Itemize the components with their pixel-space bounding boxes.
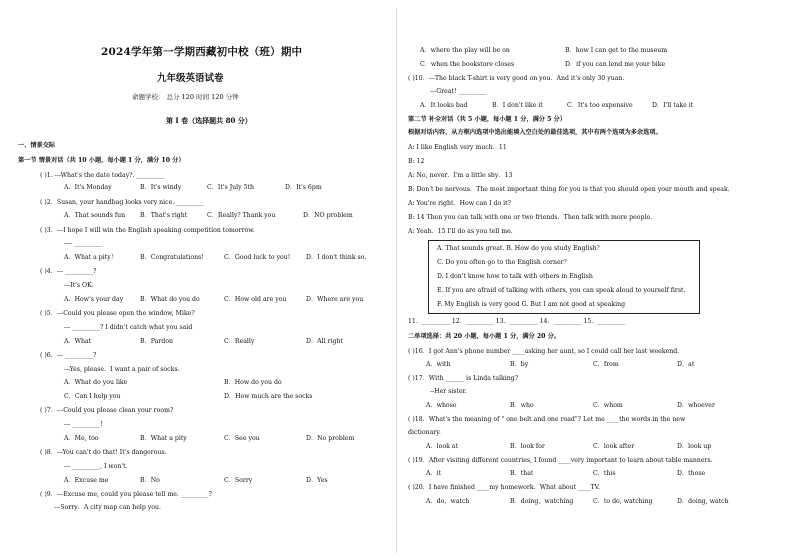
question-8: ( )8．---You can't do that! It's dangerous.: [40, 449, 167, 456]
option: B．that: [510, 470, 534, 477]
question-18: ( )18．What's the meaning of " one belt and one road"? Let me ____the words in the new: [408, 416, 686, 423]
option: C．whom: [593, 402, 623, 409]
option: D．those: [677, 470, 706, 477]
question-9: ( )9．---Excuse me, could you please tell me. _________?: [40, 491, 212, 498]
dialogue-line: A: No, never．I'm a little shy．13: [408, 172, 513, 179]
question-4: ( )4．--- _________?: [40, 268, 97, 275]
option: A．whose: [426, 402, 457, 409]
option: C．when the bookstore closes: [420, 61, 515, 68]
option: A．look at: [426, 443, 458, 450]
option: C．look after: [593, 443, 635, 450]
option: A．What: [64, 338, 92, 345]
option: B．Pardon: [140, 338, 173, 345]
option: C．from: [593, 361, 619, 368]
option: D．I don't think so.: [306, 254, 367, 261]
part-2-instructions: 根据对话内容，从方框内选项中选出能填入空白处的最佳选项，其中有两个选项为多余选项。: [408, 129, 662, 136]
option: B．Congratulations!: [140, 254, 204, 261]
exam-subtitle: 九年级英语试卷: [157, 73, 224, 84]
question-17-reply: --Her sister.: [430, 388, 467, 395]
option: B．That's right: [140, 212, 188, 219]
dialogue-line: A: You're right．How can I do it?: [408, 200, 511, 207]
question-18-cont: dictionary.: [408, 429, 441, 436]
option: D．How much are the socks: [224, 393, 313, 400]
question-17: ( )17．With ______ is Linda talking?: [408, 375, 519, 382]
option: B．I don't like it: [492, 102, 543, 109]
option: A．where the play will be on: [420, 47, 510, 54]
option: D．Where are you: [306, 296, 364, 303]
option: A．What do you like: [64, 379, 128, 386]
answer-blanks: 11．_________ 12．_________ 13．_________ 14．_________ 15．_________: [408, 318, 626, 325]
question-4-reply: ---It's OK.: [64, 282, 94, 289]
volume-heading: 第 I 卷（选择题共 80 分）: [166, 116, 252, 125]
option: B．What a pity: [140, 435, 187, 442]
dialogue-line: A: I like English very much．11: [408, 144, 507, 151]
option: C．Good luck to you!: [224, 254, 291, 261]
option: C．It's July 5th: [207, 184, 255, 191]
dialogue-line: A: Yeah．15 I'll do as you tell me.: [408, 228, 513, 235]
section-heading-2: 二单项选择：共 20 小题，每小题 1 分，满分 20 分。: [408, 333, 561, 340]
question-16: ( )16．I got Ann's phone number ____asking her aunt, so I could call her last weekend.: [408, 348, 680, 355]
option: C．Sorry: [224, 477, 253, 484]
option: D．at: [677, 361, 695, 368]
option: A．it: [426, 470, 442, 477]
option: C．See you: [224, 435, 260, 442]
question-5-reply: --- _________? I didn't catch what you said: [64, 324, 193, 331]
box-option: D. I don't know how to talk with others in English: [437, 273, 593, 280]
option: A．It looks bad: [420, 102, 468, 109]
option: B．look for: [510, 443, 545, 450]
option: A．Me, too: [64, 435, 99, 442]
option: A．What a pity！: [64, 254, 117, 261]
question-10-reply: ---Great! _________: [430, 88, 487, 95]
question-6: ( )6．--- _________?: [40, 352, 97, 359]
option: D．No problem: [306, 435, 355, 442]
box-option: C. Do you often go to the English corner？: [437, 259, 570, 266]
question-3: ( )3．---I hope I will win the English speaking competition tomorrow.: [40, 227, 255, 234]
option: A．It's Monday: [64, 184, 112, 191]
part-heading-1: 第一节 情景对话（共 10 小题，每小题 1 分，满分 10 分）: [18, 157, 185, 164]
option: D．look up: [677, 443, 712, 450]
option: D．All right: [306, 338, 343, 345]
question-10: ( )10．---The black T-shirt is very good on you．And it's only 30 yuan.: [408, 75, 625, 82]
question-20: ( )20．I have finished ____my homework．What about ____TV.: [408, 484, 600, 491]
option: C．this: [593, 470, 616, 477]
option: A．That sounds fun: [64, 212, 126, 219]
option: B．What do you do: [140, 296, 200, 303]
column-divider: [396, 8, 397, 553]
option: B．how I can get to the museum: [565, 47, 668, 54]
option: C．How old are you: [224, 296, 287, 303]
option: B．by: [510, 361, 529, 368]
option: D．whoever: [677, 402, 715, 409]
question-9-reply: ---Sorry．A city map can help you.: [54, 504, 161, 511]
question-5: ( )5．---Could you please open the window, Mike?: [40, 310, 195, 317]
question-19: ( )19．After visiting different countries, I found ____very important to learn about table manners.: [408, 457, 713, 464]
exam-title: 2024学年第一学期西藏初中校（班）期中: [101, 46, 303, 58]
option: C．Really: [224, 338, 255, 345]
option: C．Can I help you: [64, 393, 121, 400]
dialogue-line: B: 12: [408, 158, 425, 165]
option: B．who: [510, 402, 534, 409]
option: A．do，watch: [426, 498, 470, 505]
option: C．to do, watching: [593, 498, 653, 505]
option: D．Yes: [306, 477, 328, 484]
question-3-reply: ---- _________: [64, 240, 103, 247]
dialogue-line: B: 14 Then you can talk with one or two friends．Then talk with more people.: [408, 214, 653, 221]
option: B．It's windy: [140, 184, 182, 191]
option: D．doing, watch: [677, 498, 729, 505]
option: A．with: [426, 361, 451, 368]
box-option: F. My English is very good G. But I am not good at speaking: [437, 301, 626, 308]
part-heading-2: 第二节 补全对话（共 5 小题，每小题 1 分，满分 5 分）: [408, 116, 566, 123]
box-option: E. If you are afraid of talking with others, you can speak aloud to yourself first.: [437, 287, 686, 294]
question-7-reply: --- _________!: [64, 421, 103, 428]
option: B．How do you do: [224, 379, 282, 386]
box-option: A. That sounds great. B. How do you study English？: [437, 245, 603, 252]
option: D．It's 6pm: [285, 184, 322, 191]
option: D．I'll take it: [652, 102, 694, 109]
option: A．How's your day: [64, 296, 124, 303]
question-2: ( )2．Susan, your handbag looks very nice. _________: [40, 199, 205, 206]
option: C．It's too expensive: [567, 102, 633, 109]
option: D．if you can lend me your bike: [565, 61, 666, 68]
question-1: ( )1. ---What's the date today?. _________: [40, 172, 165, 179]
option: B．doing，watching: [510, 498, 574, 505]
option: D．NO problem: [303, 212, 353, 219]
question-6-reply: ---Yes, please．I want a pair of socks.: [64, 366, 180, 373]
option: C．Really? Thank you: [207, 212, 276, 219]
option: B．No: [140, 477, 160, 484]
option: A．Excuse me: [64, 477, 109, 484]
section-heading-1: 一、情景交际: [18, 142, 56, 149]
exam-meta: 命题学校： 总分 120 时间 120 分钟: [132, 93, 239, 101]
question-8-reply: --- _________, I won't.: [64, 463, 128, 470]
options-box: [428, 240, 700, 314]
dialogue-line: B: Don't be nervous．The most important thing for you is that you should open your mouth and speak.: [408, 186, 730, 193]
question-7: ( )7．---Could you please clean your room?: [40, 407, 174, 414]
